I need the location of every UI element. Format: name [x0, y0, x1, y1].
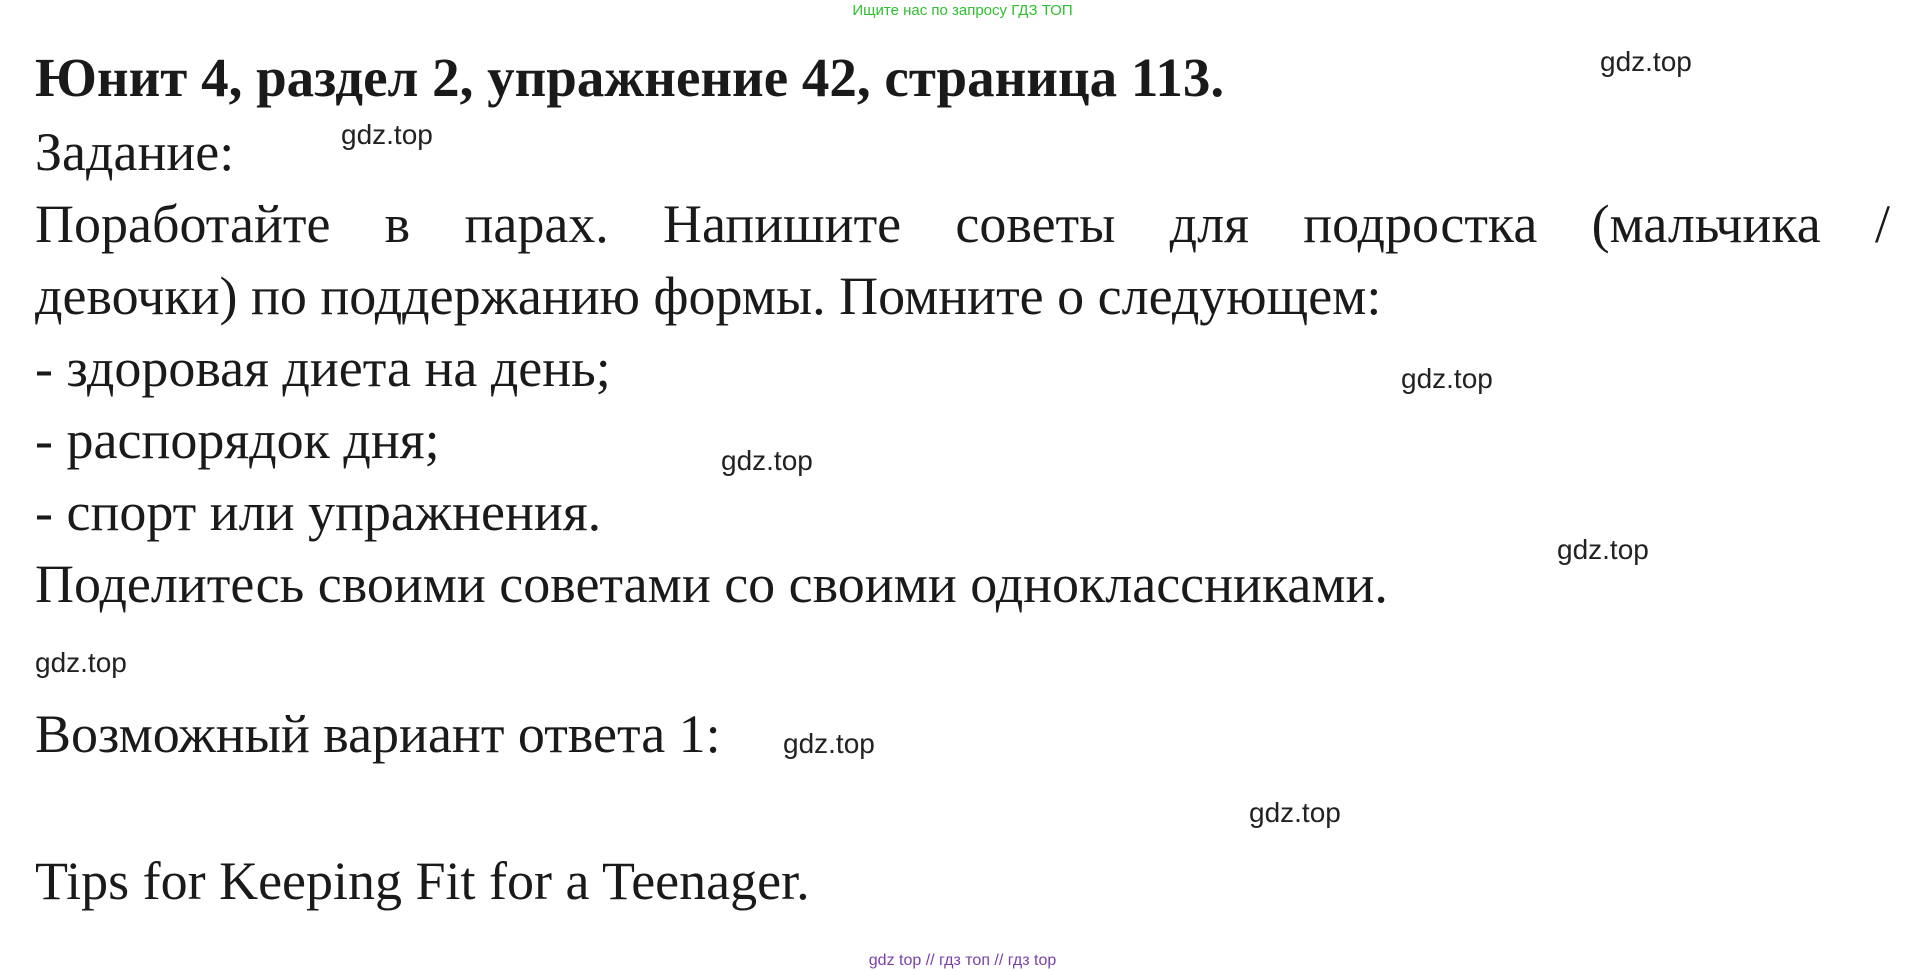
top-banner: Ищите нас по запросу ГДЗ ТОП: [852, 2, 1073, 19]
watermark: gdz.top: [1557, 534, 1649, 565]
footer-links: gdz top // гдз топ // гдз top: [868, 952, 1057, 969]
task-text-line-1: Поработайте в парах. Напишите советы для подростка (мальчика /: [35, 194, 1890, 254]
answer-label: Возможный вариант ответа 1:: [35, 704, 721, 764]
watermark: gdz.top: [1600, 46, 1692, 77]
page-title: Юнит 4, раздел 2, упражнение 42, страница 113.: [35, 47, 1225, 108]
watermark: gdz.top: [35, 647, 127, 678]
task-label: Задание:: [35, 122, 235, 182]
task-closing: Поделитесь своими советами со своими одноклассниками.: [35, 554, 1388, 614]
task-bullet-sport: - спорт или упражнения.: [35, 482, 602, 542]
watermark: gdz.top: [1401, 363, 1493, 394]
watermark: gdz.top: [721, 445, 813, 476]
watermark: gdz.top: [341, 119, 433, 150]
watermark: gdz.top: [1249, 797, 1341, 828]
answer-title: Tips for Keeping Fit for a Teenager.: [35, 851, 810, 911]
task-bullet-diet: - здоровая диета на день;: [35, 338, 611, 398]
watermark: gdz.top: [783, 728, 875, 759]
task-bullet-routine: - распорядок дня;: [35, 410, 440, 470]
task-text-line-2: девочки) по поддержанию формы. Помните о следующем:: [35, 266, 1382, 326]
